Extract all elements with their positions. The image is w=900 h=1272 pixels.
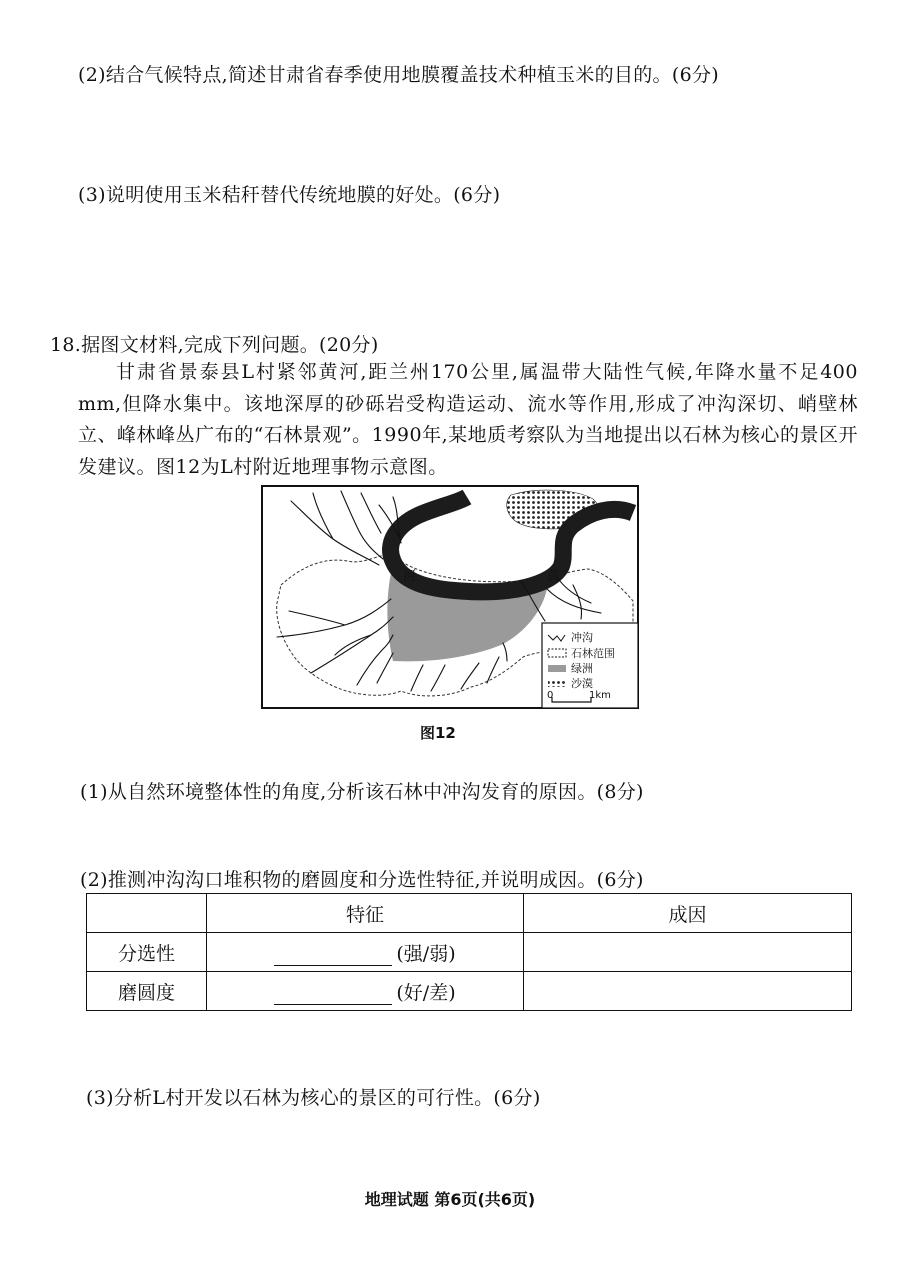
q18-heading: 18.据图文材料,完成下列问题。(20分) [50, 334, 379, 356]
table-row [87, 933, 852, 972]
table-row [87, 972, 852, 1011]
legend-desert-label: 沙漠 [571, 677, 593, 690]
sorting-answer-blank[interactable] [274, 947, 392, 966]
river-label-huang: 黄 [547, 569, 561, 584]
sorting-feature-cell[interactable] [207, 933, 524, 972]
page-footer: 地理试题 第6页(共6页) [364, 1190, 536, 1209]
roundness-answer-blank[interactable] [274, 986, 392, 1005]
row-label-sorting: 分选性 [87, 933, 207, 972]
legend-desert-symbol [548, 679, 566, 687]
sorting-cause-cell[interactable] [524, 933, 852, 972]
q17-part2: (2)结合气候特点,简述甘肃省春季使用地膜覆盖技术种植玉米的目的。(6分) [78, 64, 719, 86]
map-legend [542, 623, 638, 708]
q18-material: 甘肃省景泰县L村紧邻黄河,距兰州170公里,属温带大陆性气候,年降水量不足400 mm,但降水集中。该地深厚的砂砾岩受构造运动、流水等作用,形成了冲沟深切、峭壁林立、峰林峰丛广布的“石林景观”。1990年,某地质考察队为当地提出以石林为核心的景区开发建议。图12为L村附近地理事物示意图。 [78, 361, 858, 478]
table-header-blank [87, 894, 207, 933]
legend-gully-label: 冲沟 [571, 631, 593, 644]
q18-part2: (2)推测冲沟沟口堆积物的磨圆度和分选性特征,并说明成因。(6分) [80, 869, 644, 891]
legend-stone-forest-label: 石林范围 [571, 647, 615, 660]
legend-oasis-label: 绿洲 [571, 662, 593, 675]
figure-caption: 图12 [420, 724, 456, 742]
q17-part3: (3)说明使用玉米秸秆替代传统地膜的好处。(6分) [78, 184, 501, 206]
scale-unit: 1km [589, 690, 611, 701]
roundness-cause-cell[interactable] [524, 972, 852, 1011]
q18-part1: (1)从自然环境整体性的角度,分析该石林中冲沟发育的原因。(8分) [80, 781, 644, 803]
sorting-options: (强/弱) [396, 942, 456, 965]
answer-table [86, 893, 852, 1011]
table-header-cause: 成因 [524, 894, 852, 933]
figure-12-map [261, 485, 639, 709]
q18-part3: (3)分析L村开发以石林为核心的景区的可行性。(6分) [86, 1087, 541, 1109]
river-label-he: 河 [403, 569, 417, 584]
legend-oasis-symbol [548, 665, 566, 672]
table-header-row [87, 894, 852, 933]
roundness-feature-cell[interactable] [207, 972, 524, 1011]
row-label-roundness: 磨圆度 [87, 972, 207, 1011]
table-header-feature: 特征 [207, 894, 524, 933]
scale-zero: 0 [547, 690, 554, 701]
roundness-options: (好/差) [396, 981, 456, 1004]
